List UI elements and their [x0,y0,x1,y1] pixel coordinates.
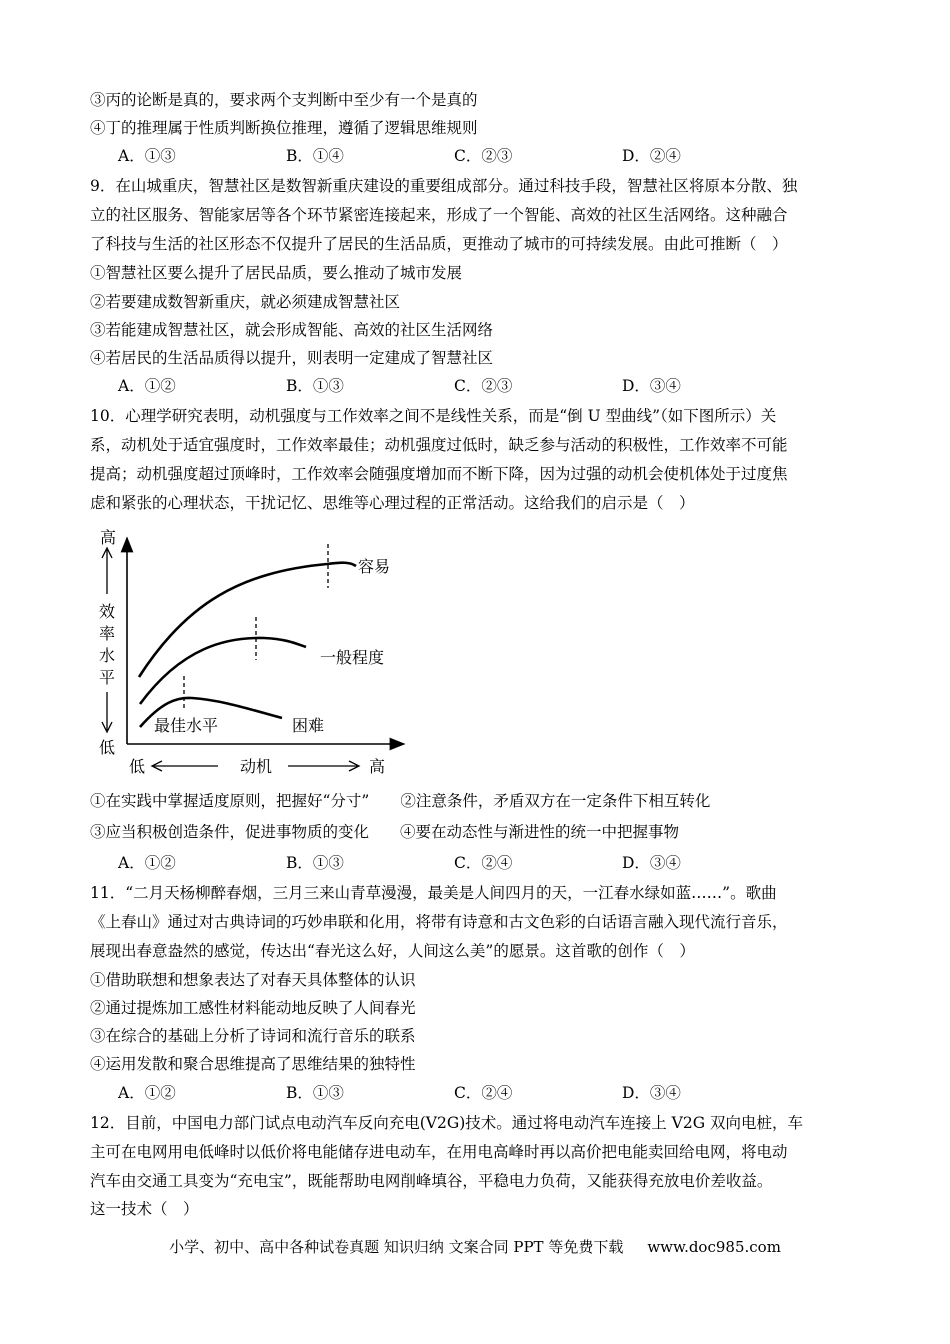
q10-items-line-2: ③应当积极创造条件，促进事物质的变化 ④要在动态性与渐进性的统一中把握事物 [90,823,680,841]
q9-stem-line-1: 9．在山城重庆，智慧社区是数智新重庆建设的重要组成部分。通过科技手段，智慧社区将原本分散、独 [90,177,798,195]
y-axis-char-1: 效 [99,602,116,621]
y-axis-char-4: 平 [99,668,116,687]
q10-option-b: B．①③ [286,854,344,872]
curve-general-label: 一般程度 [320,648,385,667]
q10-items-line-1: ①在实践中掌握适度原则，把握好“分寸” ②注意条件，矛盾双方在一定条件下相互转化 [90,792,711,810]
motivation-efficiency-svg [92,522,412,782]
q10-options [118,853,681,873]
q11-item-3: ③在综合的基础上分析了诗词和流行音乐的联系 [90,1027,416,1045]
q10-option-c: C．②④ [454,854,513,872]
q8-option-a: A．①③ [118,147,176,165]
q11-option-d: D．③④ [622,1084,681,1102]
q8-option-d: D．②④ [622,147,681,165]
q8-option-b: B．①④ [286,147,344,165]
q11-option-b: B．①③ [286,1084,344,1102]
q11-stem-line-1: 11．“二月天杨柳醉春烟，三月三来山青草漫漫，最美是人间四月的天，一江春水绿如蓝……”。歌曲 [90,884,777,902]
q8-options [118,146,681,166]
q10-stem-line-3: 提高；动机强度超过顶峰时，工作效率会随强度增加而不断下降，因为过强的动机会使机体处于过度焦 [90,465,788,483]
q12-stem-line-1: 12．目前，中国电力部门试点电动汽车反向充电(V2G)技术。通过将电动汽车连接上 V2G 双向电桩，车 [90,1114,804,1132]
q9-option-d: D．③④ [622,377,681,395]
curve-easy-label: 容易 [358,557,391,576]
y-low-label: 低 [99,738,116,757]
y-axis-char-3: 水 [99,646,116,665]
q11-item-4: ④运用发散和聚合思维提高了思维结果的独特性 [90,1055,416,1073]
y-high-label: 高 [100,528,117,547]
q9-item-3: ③若能建成智慧社区，就会形成智能、高效的社区生活网络 [90,321,494,339]
q11-stem-line-2: 《上春山》通过对古典诗词的巧妙串联和化用，将带有诗意和古文色彩的白话语言融入现代流行音乐， [90,913,788,931]
x-axis-label: 动机 [240,757,273,776]
q8-item-4: ④丁的推理属于性质判断换位推理，遵循了逻辑思维规则 [90,119,478,137]
q10-stem-line-2: 系，动机处于适宜强度时，工作效率最佳；动机强度过低时，缺乏参与活动的积极性，工作效率不可能 [90,436,788,454]
curve-hard-label: 困难 [292,716,325,735]
q11-option-c: C．②④ [454,1084,513,1102]
q11-options [118,1083,681,1103]
q9-option-b: B．①③ [286,377,344,395]
q9-item-1: ①智慧社区要么提升了居民品质，要么推动了城市发展 [90,264,463,282]
x-high-label: 高 [369,757,386,776]
q9-options [118,376,681,396]
q11-item-2: ②通过提炼加工感性材料能动地反映了人间春光 [90,999,416,1017]
q9-option-a: A．①② [118,377,176,395]
q9-stem-line-2: 立的社区服务、智能家居等各个环节紧密连接起来，形成了一个智能、高效的社区生活网络。这种融合 [90,206,788,224]
y-axis-char-2: 率 [99,624,116,643]
q10-option-d: D．③④ [622,854,681,872]
page-footer [0,1237,950,1257]
q9-stem-line-3: 了科技与生活的社区形态不仅提升了居民的生活品质，更推动了城市的可持续发展。由此可推断（ ） [90,235,788,253]
q8-option-c: C．②③ [454,147,513,165]
q11-stem-line-3: 展现出春意盎然的感觉，传达出“春光这么好，人间这么美”的愿景。这首歌的创作（ ） [90,942,695,960]
motivation-efficiency-figure [92,522,412,782]
x-low-label: 低 [129,757,146,776]
q12-stem-line-2: 主可在电网用电低峰时以低价将电能储存进电动车，在用电高峰时再以高价把电能卖回给电网，将电动 [90,1143,788,1161]
q10-stem-line-1: 10．心理学研究表明，动机强度与工作效率之间不是线性关系，而是“倒 U 型曲线”（如下图所示）关 [90,407,777,425]
optimal-level-label: 最佳水平 [154,716,219,735]
q10-option-a: A．①② [118,854,176,872]
q8-item-3: ③丙的论断是真的，要求两个支判断中至少有一个是真的 [90,91,478,109]
q12-stem-line-4: 这一技术（ ） [90,1200,199,1218]
q9-item-2: ②若要建成数智新重庆，就必须建成智慧社区 [90,293,401,311]
curve-general [140,638,306,704]
q10-stem-line-4: 虑和紧张的心理状态，干扰记忆、思维等心理过程的正常活动。这给我们的启示是（ ） [90,494,695,512]
q11-option-a: A．①② [118,1084,176,1102]
q9-option-c: C．②③ [454,377,513,395]
q9-item-4: ④若居民的生活品质得以提升，则表明一定建成了智慧社区 [90,349,494,367]
footer-text: 小学、初中、高中各种试卷真题 知识归纳 文案合同 PPT 等免费下载 [169,1238,624,1256]
footer-url[interactable]: www.doc985.com [647,1238,781,1256]
q11-item-1: ①借助联想和想象表达了对春天具体整体的认识 [90,971,416,989]
q12-stem-line-3: 汽车由交通工具变为“充电宝”，既能帮助电网削峰填谷，平稳电力负荷，又能获得充放电价差收益。 [90,1172,773,1190]
